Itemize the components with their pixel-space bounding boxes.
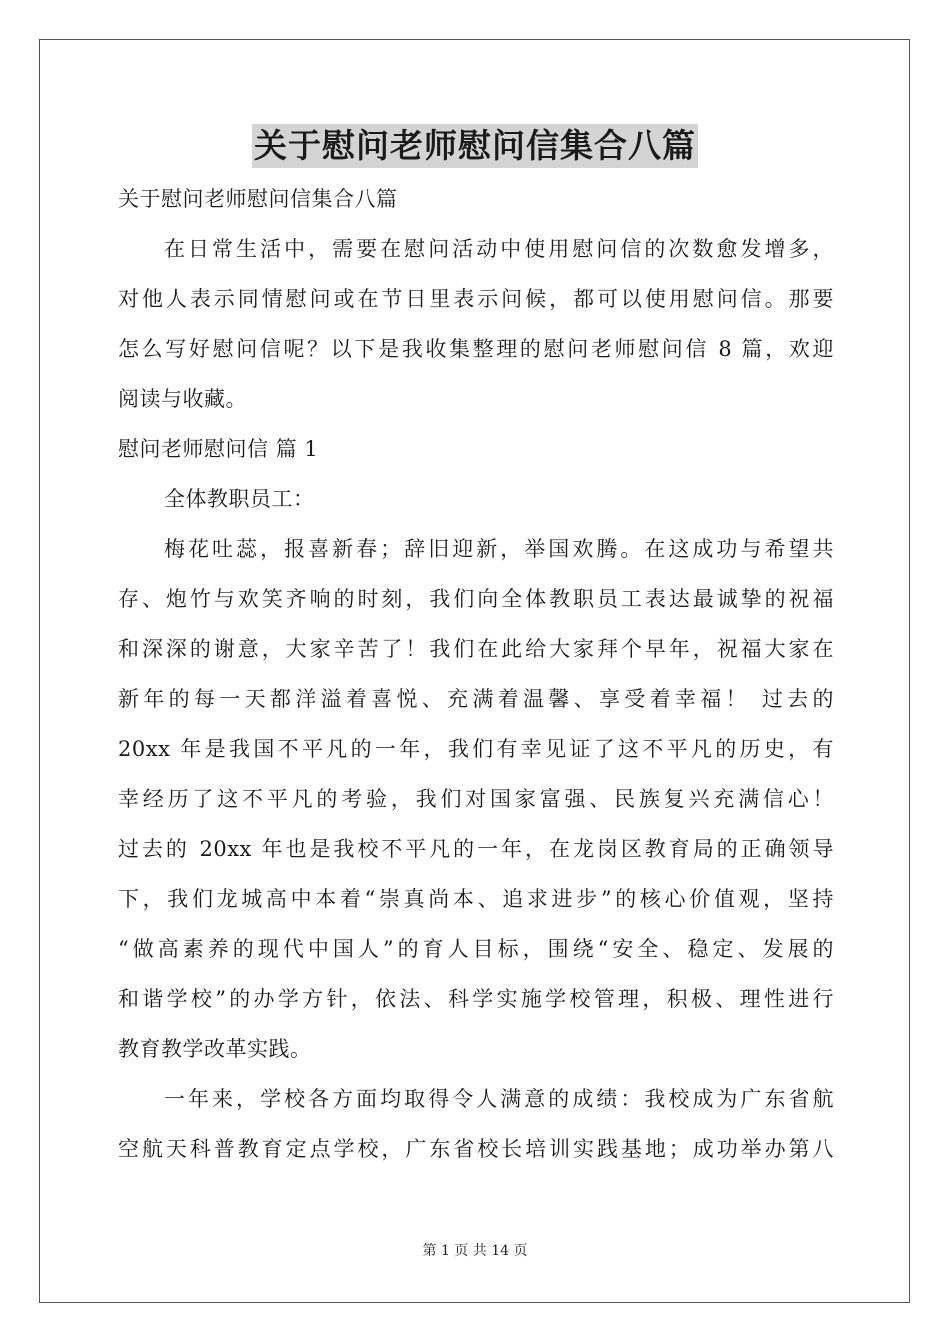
paragraph-line: 怎么写好慰问信呢？以下是我收集整理的慰问老师慰问信 8 篇，欢迎 xyxy=(118,337,834,361)
paragraph-line: 幸经历了这不平凡的考验，我们对国家富强、民族复兴充满信心！ xyxy=(118,787,834,811)
paragraph-line: 存、炮竹与欢笑齐响的时刻，我们向全体教职员工表达最诚挚的祝福 xyxy=(118,587,834,611)
paragraph-line: 和深深的谢意，大家辛苦了！我们在此给大家拜个早年，祝福大家在 xyxy=(118,637,834,661)
paragraph-line: 和谐学校”的办学方针，依法、科学实施学校管理，积极、理性进行 xyxy=(118,987,834,1011)
paragraph-line: “做高素养的现代中国人”的育人目标，围绕“安全、稳定、发展的 xyxy=(118,937,834,961)
paragraph-line: 空航天科普教育定点学校，广东省校长培训实践基地；成功举办第八 xyxy=(118,1137,834,1161)
paragraph-line: 一年来，学校各方面均取得令人满意的成绩：我校成为广东省航 xyxy=(164,1087,834,1111)
title-block xyxy=(0,124,950,168)
subtitle-line: 关于慰问老师慰问信集合八篇 xyxy=(118,187,398,211)
salutation-line: 全体教职员工： xyxy=(164,487,315,511)
document-body xyxy=(118,174,834,1174)
paragraph-line: 在日常生活中，需要在慰问活动中使用慰问信的次数愈发增多， xyxy=(164,237,834,261)
section-heading: 慰问老师慰问信 篇 1 xyxy=(118,437,319,461)
paragraph-line: 20xx 年是我国不平凡的一年，我们有幸见证了这不平凡的历史，有 xyxy=(118,737,834,761)
paragraph-line: 梅花吐蕊，报喜新春；辞旧迎新，举国欢腾。在这成功与希望共 xyxy=(164,537,834,561)
paragraph-line: 对他人表示同情慰问或在节日里表示问候，都可以使用慰问信。那要 xyxy=(118,287,834,311)
page-footer: 第 1 页 共 14 页 xyxy=(422,1243,528,1259)
paragraph-line: 教育教学改革实践。 xyxy=(118,1037,312,1061)
document-title: 关于慰问老师慰问信集合八篇 xyxy=(252,124,698,168)
paragraph-line: 新年的每一天都洋溢着喜悦、充满着温馨、享受着幸福！ 过去的 xyxy=(118,687,834,711)
paragraph-line: 阅读与收藏。 xyxy=(118,387,247,411)
paragraph-line: 过去的 20xx 年也是我校不平凡的一年，在龙岗区教育局的正确领导 xyxy=(118,837,834,861)
paragraph-line: 下，我们龙城高中本着“崇真尚本、追求进步”的核心价值观，坚持 xyxy=(118,887,834,911)
